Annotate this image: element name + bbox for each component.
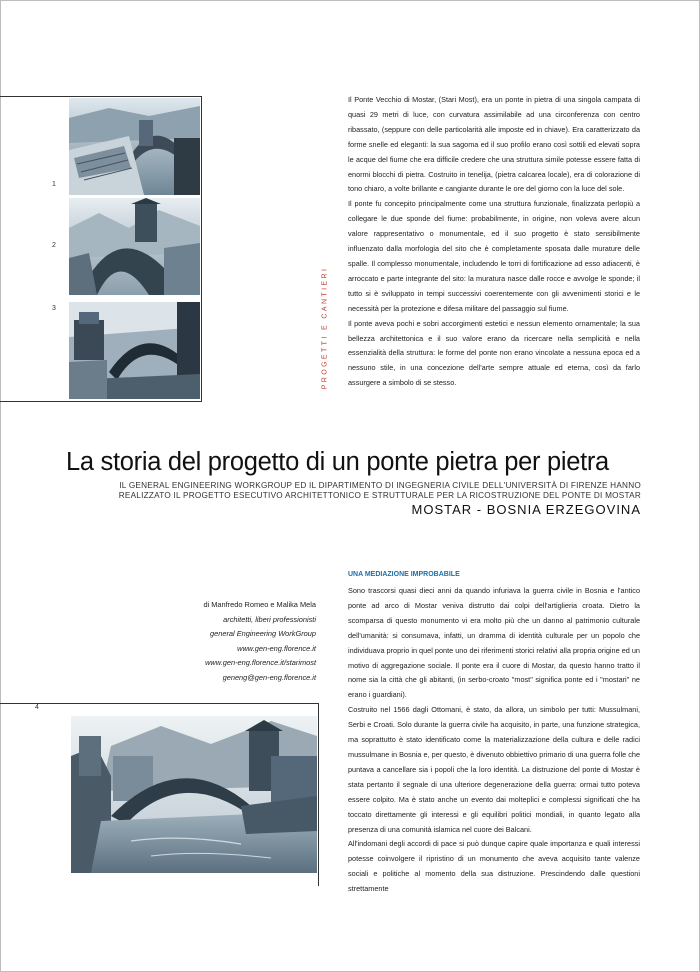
article-subtitle-line-2: REALIZZATO IL PROGETTO ESECUTIVO ARCHITETTONICO E STRUTTURALE PER LA RICOSTRUZIONE DEL PONTE DI MOSTAR <box>118 491 641 500</box>
section-text-column <box>348 584 640 894</box>
section-heading: UNA MEDIAZIONE IMPROBABILE <box>348 571 460 578</box>
intro-paragraph: Il Ponte Vecchio di Mostar, (Stari Most), era un ponte in pietra di una singola campata di quasi 29 metri di luce, con curvatura assimilabile ad una circonferenza con centro ribassato, (seppure con delle particolarità alle imposte ed in chiave). Era caratterizzato da forme snelle ed eleganti: la sua sagoma ed il suo profilo erano così sottili ed elevati sopra le acque del fiume che era difficile credere che una struttura simile potesse essere fatta di enormi blocchi di pietra. Costruito in tenelija, (pietra calcarea locale), era di colorazione di tono chiaro, a volte brillante e cangiante durante le ore del giorno con la luce del sole. <box>348 95 640 194</box>
intro-paragraph: Il ponte aveva pochi e sobri accorgimenti estetici e nessun elemento ornamentale; la sua bellezza architettonica e il suo valore erano da ricercare nella semplicità e nella essenzialità della struttura: le forme del ponte non erano vincolate a nessuna epoca ed a nessuno stile, in una concezione dell'arte sempre attuale ed eterna, così da farlo assurgere a simbolo di se stesso. <box>348 318 640 388</box>
article-title: La storia del progetto di un ponte pietra per pietra <box>66 448 609 476</box>
author-website[interactable]: www.gen-eng.florence.it <box>237 643 316 653</box>
author-profession: architetti, liberi professionisti <box>223 614 316 624</box>
author-credits <box>150 598 316 686</box>
section-paragraph: Sono trascorsi quasi dieci anni da quando infuriava la guerra civile in Bosnia e l'antico ponte ad arco di Mostar veniva distrutto dai colpi dell'artiglieria croata. Dietro la scomparsa di questo monumento vi era molto più che un danno al patrimonio culturale dell'umanità: si consumava, infatti, un dramma di identità culturale per un popolo che individuava proprio in quel ponte uno dei riferimenti storici relativi alla propria origine ed un motivo di aggregazione sociale. Il ponte era il cuore di Mostar, da questo hanno tratto il nome sia la città che gli abitanti, (in serbo-croato "most" significa ponte ed i "mostari" ne erano i guardiani). <box>348 586 640 700</box>
section-paragraph: All'indomani degli accordi di pace si può dunque capire quale importanza e quali interessi potesse coinvolgere il ripristino di un monumento che aveva acquisito tante valenze sociali e politiche al momento della sua distruzione. Prescindendo dalle questioni strettamente <box>348 839 640 894</box>
author-email[interactable]: geneng@gen-eng.florence.it <box>222 672 316 682</box>
author-project-link[interactable]: www.gen-eng.florence.it/starimost <box>205 658 316 668</box>
photo-bridge-rooftops <box>69 98 200 195</box>
figure-number-1: 1 <box>52 181 56 188</box>
photo-bridge-arch-tower <box>69 198 200 295</box>
article-location: MOSTAR - BOSNIA ERZEGOVINA <box>411 502 641 517</box>
author-names: di Manfredo Romeo e Malika Mela <box>203 600 316 609</box>
intro-text-column <box>348 93 640 391</box>
side-label-text: PROGETTI E CANTIERI <box>321 266 329 390</box>
section-paragraph: Costruito nel 1566 dagli Ottomani, è stato, da allora, un simbolo per tutti: Mussulmani, Serbi e Croati. Solo durante la guerra civile ha acquisito, in parte, una funzione strategica, ma soprattutto è stato identificato come la materializzazione della cultura e delle radici mussulmane in Bosnia e, per questo, è divenuto obbiettivo primario di una guerra folle che puntava a cancellare sia i popoli che la loro identità. La distruzione del ponte di Mostar è stata pertanto il segnale di una ulteriore degenerazione della guerra: ormai tutto poteva essere colpito. Ma è stato anche un evento dai molteplici e complessi significati che ha toccato direttamente gli interessi e gli equilibri politici mondiali, in quanto legato alla presenza di una comunità islamica nel cuore dei Balcani. <box>348 705 640 834</box>
figure-number-4: 4 <box>35 704 39 711</box>
photo-bridge-river-view <box>69 302 200 399</box>
photo-mostar-bridge-river <box>71 716 317 873</box>
section-side-label <box>318 238 332 418</box>
figure-number-2: 2 <box>52 242 56 249</box>
article-subtitle-line-1: IL GENERAL ENGINEERING WORKGROUP ED IL DIPARTIMENTO DI INGEGNERIA CIVILE DELL'UNIVERSITÀ DI FIRENZE HANNO <box>119 481 641 490</box>
author-workgroup: general Engineering WorkGroup <box>210 629 316 639</box>
intro-paragraph: Il ponte fu concepito principalmente come una struttura funzionale, finalizzata perlopiù a collegare le due sponde del fiume: probabilmente, in origine, non voleva avere alcun valore rappresentativo o monumentale, ed il suo progetto è stato sensibilmente influenzato dalla morfologia del sito che è completamente sposata dalle murature delle spalle. Il complesso monumentale, includendo le torri di fortificazione ad esso adiacenti, è arroccato e parte integrante del sito: la muratura nasce dalle rocce e avvolge le sponde; il tutto si è sviluppato in tempi successivi coerentemente con gli avvenimenti storici e le necessità per la protezione e difesa militare del passaggio sul fiume. <box>348 199 640 313</box>
figure-number-3: 3 <box>52 305 56 312</box>
